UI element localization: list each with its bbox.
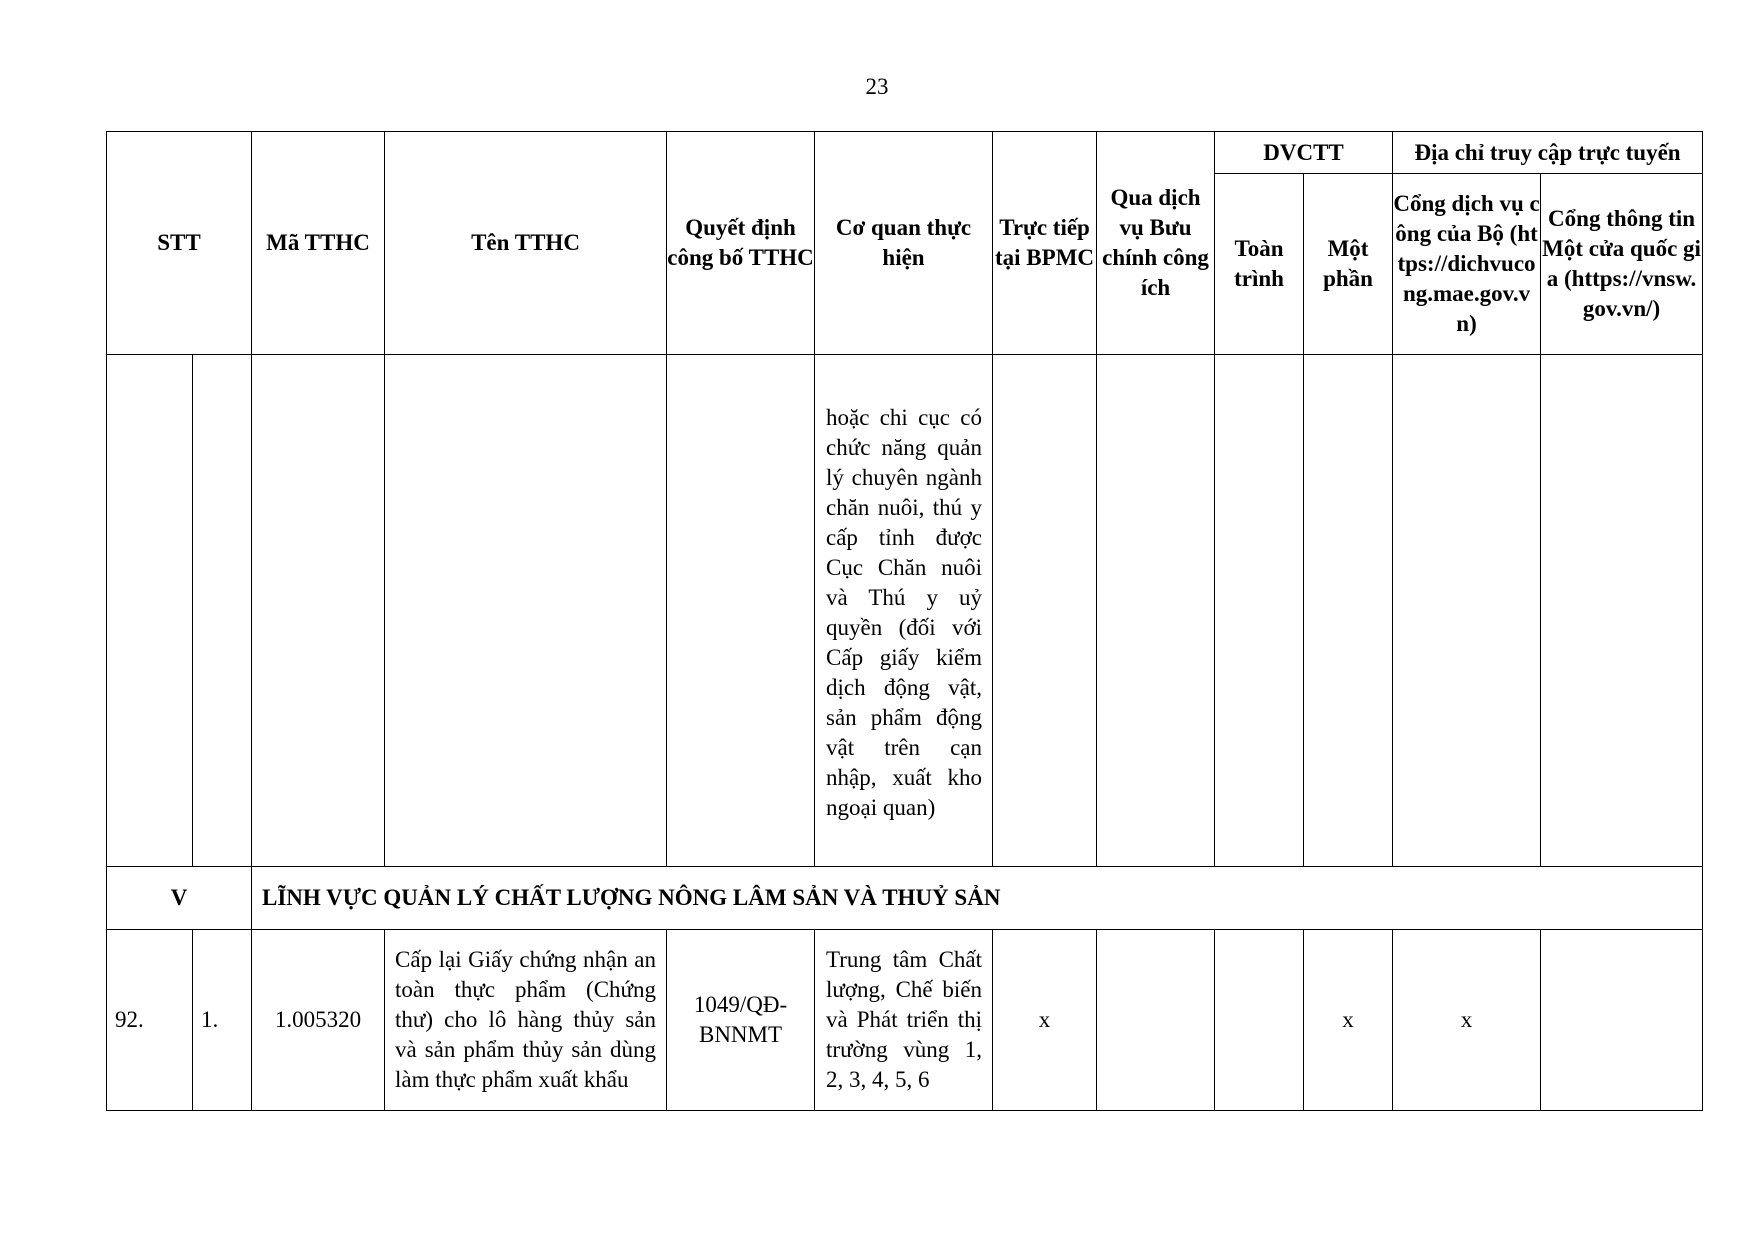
header-ten-tthc: Tên TTHC bbox=[385, 132, 667, 355]
cell-toan-trinh bbox=[1215, 355, 1304, 867]
header-truc-tiep: Trực tiếp tại BPMC bbox=[993, 132, 1097, 355]
cell-stt-global: 92. bbox=[107, 930, 193, 1111]
section-row bbox=[107, 867, 1703, 930]
cell-cong-dich-vu-bo: x bbox=[1393, 930, 1541, 1111]
cell-cong-thong-tin bbox=[1541, 355, 1703, 867]
cell-quyet-dinh bbox=[667, 355, 815, 867]
header-toan-trinh: Toàn trình bbox=[1215, 174, 1304, 355]
cell-qua-dich-vu bbox=[1097, 930, 1215, 1111]
header-stt: STT bbox=[107, 132, 252, 355]
cell-stt-local: 1. bbox=[193, 930, 252, 1111]
cell-qua-dich-vu bbox=[1097, 355, 1215, 867]
cell-stt-local bbox=[193, 355, 252, 867]
section-label: V bbox=[107, 867, 252, 930]
cell-ma-tthc bbox=[252, 355, 385, 867]
header-dia-chi: Địa chỉ truy cập trực tuyến bbox=[1393, 132, 1703, 174]
cell-cong-dich-vu-bo bbox=[1393, 355, 1541, 867]
cell-mot-phan bbox=[1304, 355, 1393, 867]
header-cong-thong-tin: Cổng thông tin Một cửa quốc gia (https://vnsw.gov.vn/) bbox=[1541, 174, 1703, 355]
procedures-table bbox=[106, 131, 1703, 1111]
page-number: 23 bbox=[865, 74, 889, 99]
header-dvctt: DVCTT bbox=[1215, 132, 1393, 174]
cell-ten-tthc: Cấp lại Giấy chứng nhận an toàn thực phẩm (Chứng thư) cho lô hàng thủy sản và sản phẩm thủy sản dùng làm thực phẩm xuất khẩu bbox=[385, 930, 667, 1111]
cell-co-quan: hoặc chi cục có chức năng quản lý chuyên ngành chăn nuôi, thú y cấp tỉnh được Cục Chăn nuôi và Thú y uỷ quyền (đối với Cấp giấy kiểm dịch động vật, sản phẩm động vật trên cạn nhập, xuất kho ngoại quan) bbox=[815, 355, 993, 867]
header-qua-dich-vu: Qua dịch vụ Bưu chính công ích bbox=[1097, 132, 1215, 355]
header-quyet-dinh: Quyết định công bố TTHC bbox=[667, 132, 815, 355]
header-ma-tthc: Mã TTHC bbox=[252, 132, 385, 355]
header-co-quan: Cơ quan thực hiện bbox=[815, 132, 993, 355]
cell-mot-phan: x bbox=[1304, 930, 1393, 1111]
section-title: LĨNH VỰC QUẢN LÝ CHẤT LƯỢNG NÔNG LÂM SẢN VÀ THUỶ SẢN bbox=[252, 867, 1703, 930]
cell-ten-tthc bbox=[385, 355, 667, 867]
cell-quyet-dinh: 1049/QĐ-BNNMT bbox=[667, 930, 815, 1111]
table-row bbox=[107, 355, 1703, 867]
cell-cong-thong-tin bbox=[1541, 930, 1703, 1111]
cell-truc-tiep: x bbox=[993, 930, 1097, 1111]
table-row bbox=[107, 930, 1703, 1111]
header-mot-phan: Một phần bbox=[1304, 174, 1393, 355]
cell-co-quan: Trung tâm Chất lượng, Chế biến và Phát triển thị trường vùng 1, 2, 3, 4, 5, 6 bbox=[815, 930, 993, 1111]
cell-stt-global bbox=[107, 355, 193, 867]
header-cong-dich-vu-bo: Cổng dịch vụ công của Bộ (https://dichvucong.mae.gov.vn) bbox=[1393, 174, 1541, 355]
cell-ma-tthc: 1.005320 bbox=[252, 930, 385, 1111]
cell-toan-trinh bbox=[1215, 930, 1304, 1111]
cell-truc-tiep bbox=[993, 355, 1097, 867]
